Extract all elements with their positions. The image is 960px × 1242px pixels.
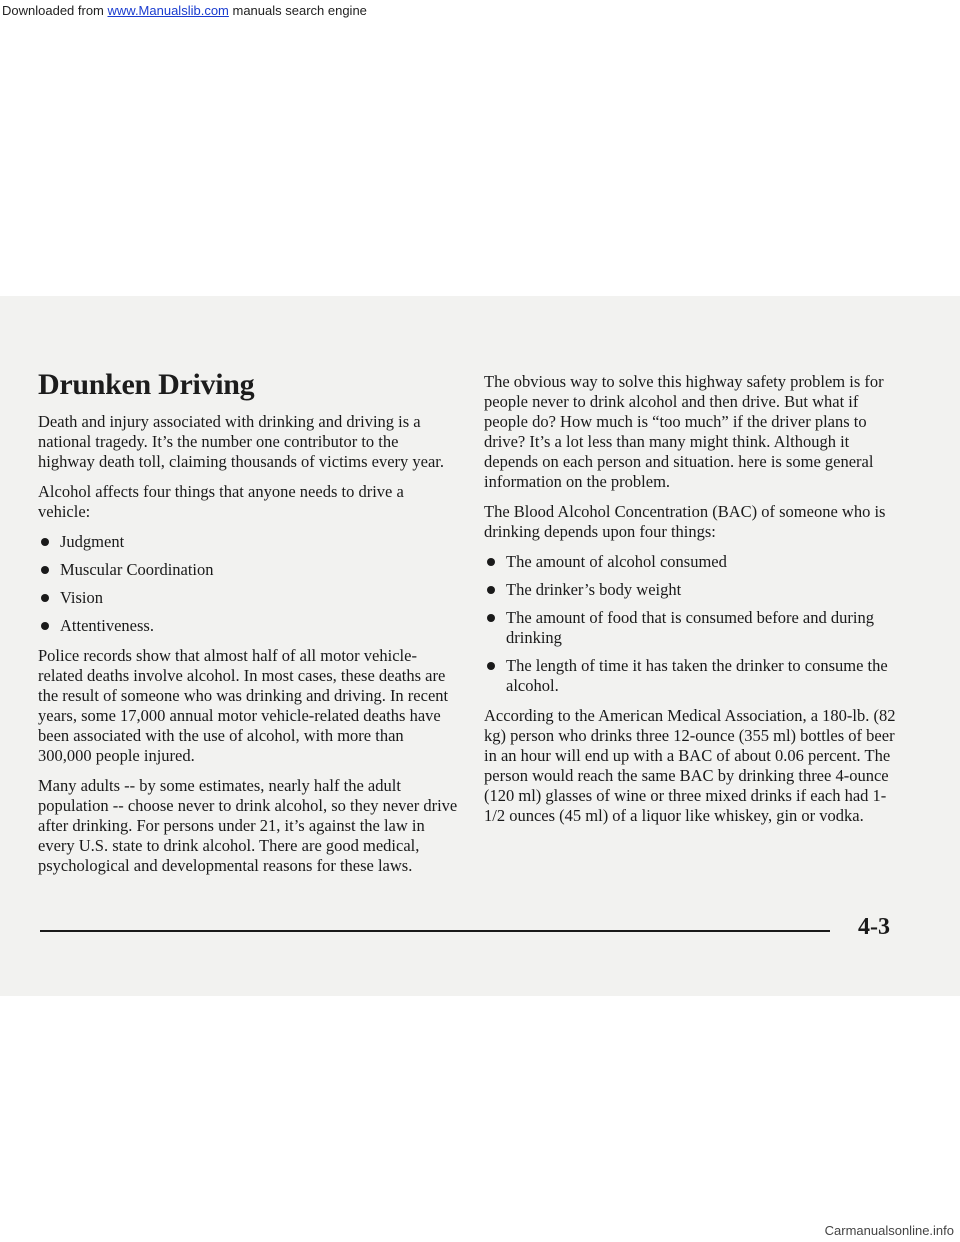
bullet-icon: [487, 614, 495, 622]
bullet-icon: [487, 662, 495, 670]
list-item: Muscular Coordination: [38, 560, 458, 580]
section-heading: Drunken Driving: [38, 368, 255, 401]
footer-watermark: Carmanualsonline.info: [824, 1223, 954, 1238]
list-item: The drinker’s body weight: [484, 580, 904, 600]
bullet-icon: [487, 558, 495, 566]
banner-suffix: manuals search engine: [228, 3, 367, 18]
page-number: 4-3: [858, 914, 890, 940]
list-item: The amount of food that is consumed before and during drinking: [484, 608, 904, 648]
download-banner: [0, 0, 960, 22]
list-item: Judgment: [38, 532, 458, 552]
footer-rule: [40, 930, 830, 932]
right-column: [484, 368, 904, 836]
list-item: The amount of alcohol consumed: [484, 552, 904, 572]
bullet-icon: [41, 538, 49, 546]
list-item: Attentiveness.: [38, 616, 458, 636]
banner-prefix: Downloaded from: [2, 3, 108, 18]
left-paragraph-2: Alcohol affects four things that anyone needs to drive a vehicle:: [38, 482, 404, 521]
left-paragraph-4: Many adults -- by some estimates, nearly half the adult population -- choose never to drink alcohol, so they never drive after drinking. For persons under 21, it’s against the law in every U.S. state to drink alcohol. There are good medical, psychological and developmental reasons for these laws.: [38, 776, 458, 875]
bac-factors-list: [484, 552, 904, 696]
bullet-icon: [41, 566, 49, 574]
list-item: The length of time it has taken the drinker to consume the alcohol.: [484, 656, 904, 696]
left-paragraph-3: Police records show that almost half of all motor vehicle-related deaths involve alcohol. In most cases, these deaths are the result of someone who was drinking and driving. In recent years, some 17,000 annual motor vehicle-related deaths have been associated with the use of alcohol, with more than 300,000 people injured.: [38, 646, 449, 765]
bullet-icon: [41, 594, 49, 602]
alcohol-effects-list: [38, 532, 458, 636]
right-paragraph-1: The obvious way to solve this highway safety problem is for people never to drink alcohol and then drive. But what if people do? How much is “too much” if the driver plans to drive? It’s a lot less than many might think. Although it depends on each person and situation. here is some general information on the problem.: [484, 372, 884, 491]
bullet-icon: [487, 586, 495, 594]
right-paragraph-3: According to the American Medical Association, a 180-lb. (82 kg) person who drinks three 12-ounce (355 ml) bottles of beer in an hour will end up with a BAC of about 0.06 percent. The person would reach the same BAC by drinking three 4-ounce (120 ml) glasses of wine or three mixed drinks if each had 1-1/2 ounces (45 ml) of a liquor like whiskey, gin or vodka.: [484, 706, 896, 825]
left-column: [38, 368, 458, 886]
left-paragraph-1: Death and injury associated with drinking and driving is a national tragedy. It’s the number one contributor to the highway death toll, claiming thousands of victims every year.: [38, 412, 444, 471]
right-paragraph-2: The Blood Alcohol Concentration (BAC) of someone who is drinking depends upon four things:: [484, 502, 886, 541]
list-item: Vision: [38, 588, 458, 608]
bullet-icon: [41, 622, 49, 630]
manualslib-link[interactable]: www.Manualslib.com: [107, 3, 229, 18]
